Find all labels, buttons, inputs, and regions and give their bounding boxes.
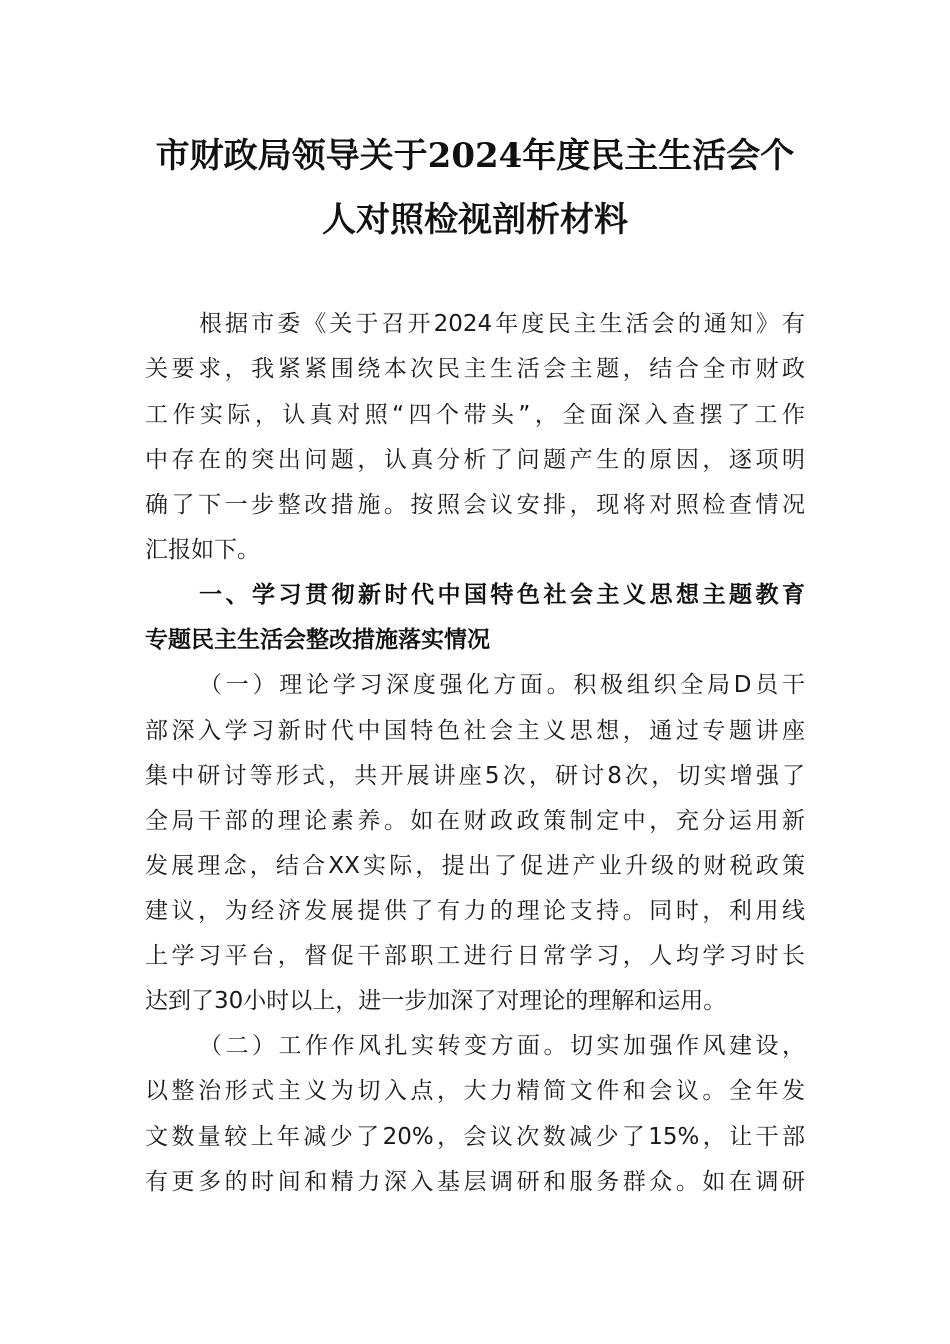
paragraph-line: 以整治形式主义为切入点，大力精简文件和会议。全年发 bbox=[145, 1078, 805, 1104]
intro-line: 工作实际，认真对照“四个带头”，全面深入查摆了工作 bbox=[145, 402, 805, 428]
intro-line: 关要求，我紧紧围绕本次民主生活会主题，结合全市财政 bbox=[145, 356, 805, 382]
paragraph-line: 达到了30小时以上，进一步加深了对理论的理解和运用。 bbox=[145, 988, 727, 1014]
paragraph-line: 部深入学习新时代中国特色社会主义思想，通过专题讲座 bbox=[145, 718, 805, 744]
intro-line: 中存在的突出问题，认真分析了问题产生的原因，逐项明 bbox=[145, 447, 805, 473]
document-title-line-1: 市财政局领导关于2024年度民主生活会个 bbox=[155, 136, 795, 176]
paragraph-line: 有更多的时间和精力深入基层调研和服务群众。如在调研 bbox=[145, 1169, 805, 1195]
section-heading-line: 专题民主生活会整改措施落实情况 bbox=[145, 627, 490, 653]
paragraph-line: （二）工作作风扎实转变方面。切实加强作风建设， bbox=[199, 1033, 805, 1059]
document-title-line-2: 人对照检视剖析材料 bbox=[322, 200, 628, 240]
paragraph-line: 全局干部的理论素养。如在财政政策制定中，充分运用新 bbox=[145, 808, 805, 834]
paragraph-line: 上学习平台，督促干部职工进行日常学习，人均学习时长 bbox=[145, 943, 805, 969]
intro-line: 确了下一步整改措施。按照会议安排，现将对照检查情况 bbox=[145, 492, 805, 518]
section-heading-line: 一、学习贯彻新时代中国特色社会主义思想主题教育 bbox=[199, 582, 805, 608]
paragraph-line: 发展理念，结合XX实际，提出了促进产业升级的财税政策 bbox=[145, 853, 805, 879]
paragraph-line: 文数量较上年减少了20%，会议次数减少了15%，让干部 bbox=[145, 1124, 805, 1150]
paragraph-line: （一）理论学习深度强化方面。积极组织全局D员干 bbox=[199, 672, 805, 698]
paragraph-line: 集中研讨等形式，共开展讲座5次，研讨8次，切实增强了 bbox=[145, 763, 805, 789]
intro-line: 汇报如下。 bbox=[145, 537, 260, 563]
intro-line: 根据市委《关于召开2024年度民主生活会的通知》有 bbox=[199, 311, 805, 337]
paragraph-line: 建议，为经济发展提供了有力的理论支持。同时，利用线 bbox=[145, 898, 805, 924]
